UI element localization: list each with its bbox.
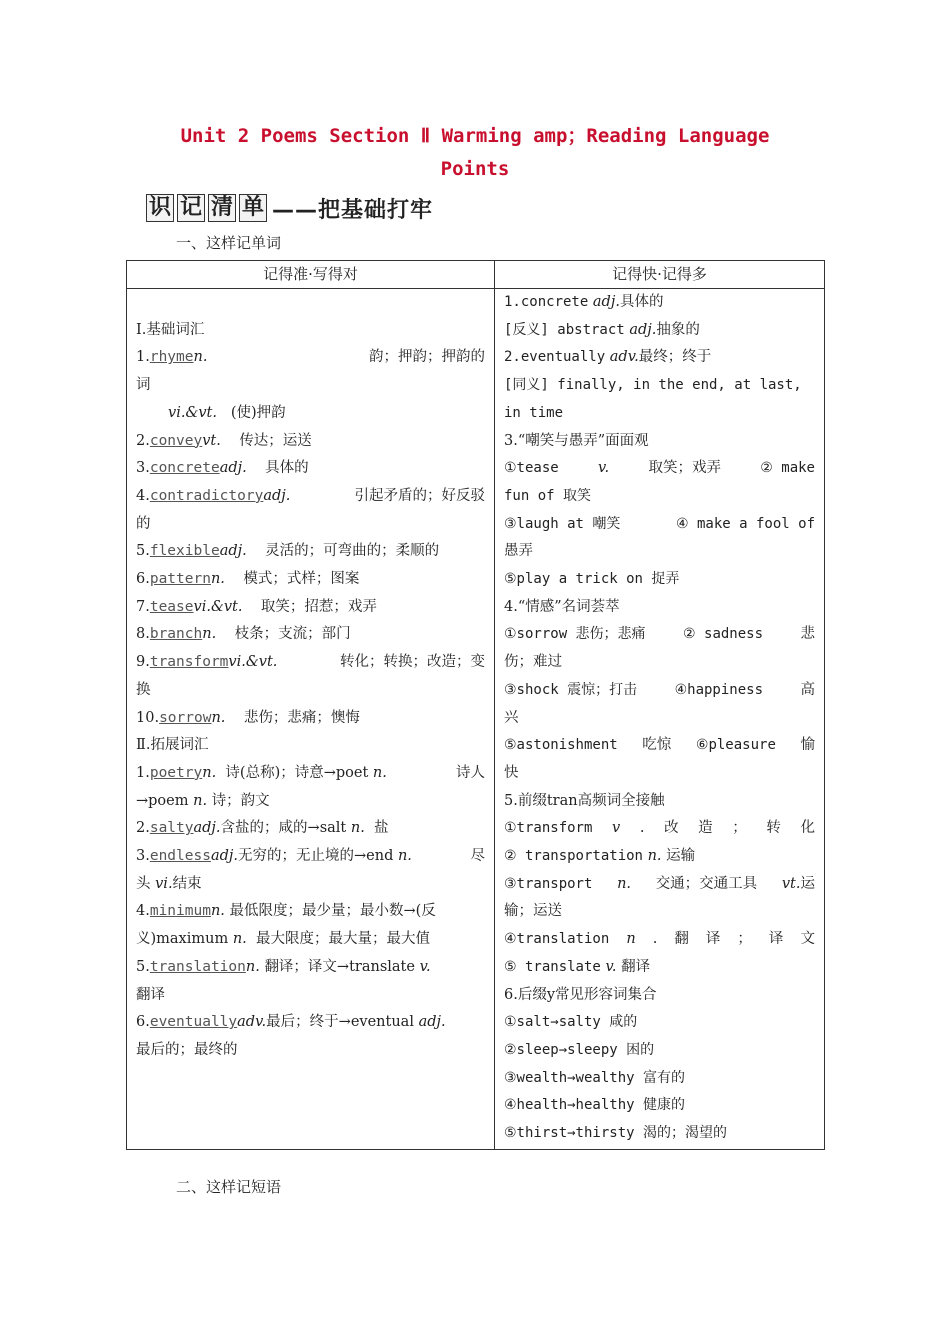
tip-line: ② transportation n. 运输 (504, 848, 696, 865)
tip-line: ③shock 震惊；打击 ④happiness 高 (504, 681, 815, 698)
tip-heading: 5.前缀tran高频词全接触 (504, 792, 665, 809)
tip-line: 2.eventually adv.最终；终于 (504, 349, 712, 366)
word-entry: 5.translationn. 翻译；译文→translate v. (136, 958, 431, 975)
tip-line: ⑤ translate v. 翻译 (504, 958, 651, 975)
right-column-header: 记得快·记得多 (495, 261, 825, 289)
tip-line: ③laugh at 嘲笑 ④ make a fool of (504, 515, 815, 532)
section-banner (146, 192, 433, 224)
tip-line: ⑤thirst→thirsty 渴的；渴望的 (504, 1125, 727, 1142)
tip-heading: 3.“嘲笑与愚弄”面面观 (504, 432, 649, 449)
tip-line: ①tease v. 取笑；戏弄 ② make (504, 460, 815, 477)
tip-line: fun of 取笑 (504, 487, 592, 504)
tip-heading: 4.“情感”名词荟萃 (504, 598, 620, 615)
tip-line: 快 (504, 764, 519, 781)
tip-line: 伤；难过 (504, 654, 562, 671)
banner-char: 清 (208, 194, 236, 222)
word-entry: 2.conveyvt. 传达；运送 (136, 432, 312, 449)
section-heading-words: 一、这样记单词 (176, 234, 282, 252)
tip-line: ⑤astonishment 吃惊 ⑥pleasure 愉 (504, 737, 815, 754)
section-heading-phrases: 二、这样记短语 (176, 1178, 282, 1196)
banner-char: 识 (146, 194, 174, 222)
banner-char: 记 (177, 194, 205, 222)
word-entry: 8.branchn. 枝条；支流；部门 (136, 626, 351, 643)
vocab-table (126, 260, 825, 1150)
word-entry: 6.eventuallyadv.最后；终于→eventual adj. (136, 1014, 446, 1031)
tip-line: in time (504, 404, 564, 421)
word-entry: 4.contradictoryadj. 引起矛盾的；好反驳 (136, 487, 485, 504)
word-entry: 4.minimumn. 最低限度；最少量；最小数→(反 (136, 903, 436, 920)
basic-vocab-heading: Ⅰ.基础词汇 (136, 321, 205, 338)
tip-line: 1.concrete adj.具体的 (504, 294, 664, 310)
tip-line: 输；运送 (504, 903, 562, 920)
word-entry: 2.saltyadj.含盐的；咸的→salt n. 盐 (136, 820, 389, 837)
tip-line: ④translation n . 翻 译 ； 译 文 (504, 931, 815, 948)
word-entry: 1.rhymen. 韵；押韵；押韵的 (136, 349, 485, 366)
page-title: Unit 2 Poems Section Ⅱ Warming amp；Reading Language Points (180, 125, 770, 180)
tip-line: ②sleep→sleepy 困的 (504, 1041, 655, 1058)
extended-vocab-heading: Ⅱ.拓展词汇 (136, 737, 209, 754)
word-entry: 10.sorrown. 悲伤；悲痛；懊悔 (136, 709, 360, 726)
word-entry: 6.patternn. 模式；式样；图案 (136, 571, 360, 588)
word-entry: 7.teasevi.&vt. 取笑；招惹；戏弄 (136, 598, 377, 615)
tip-line: ③wealth→wealthy 富有的 (504, 1069, 685, 1086)
tip-line: ③transport n. 交通；交通工具 vt.运 (504, 875, 815, 892)
word-entry: 9.transformvi.&vt. 转化；转换；改造；变 (136, 654, 485, 671)
tip-line: 愚弄 (504, 543, 533, 560)
word-entry: 1.poetryn. 诗(总称)；诗意→poet n. 诗人 (136, 764, 485, 781)
tip-line: ④health→healthy 健康的 (504, 1097, 685, 1114)
word-entry: 5.flexibleadj. 灵活的；可弯曲的；柔顺的 (136, 543, 440, 560)
tip-line: ⑤play a trick on 捉弄 (504, 571, 680, 588)
right-column (495, 289, 825, 1150)
banner-subtitle: ——把基础打牢 (272, 197, 434, 223)
tip-line: ①transform v . 改 造 ； 转 化 (504, 820, 815, 837)
word-entry: 3.concreteadj. 具体的 (136, 460, 309, 477)
tip-line: ①salt→salty 咸的 (504, 1014, 638, 1031)
tip-line: [同义] finally, in the end, at last, (504, 377, 802, 394)
left-column-header: 记得准·写得对 (127, 261, 495, 289)
tip-line: ①sorrow 悲伤；悲痛 ② sadness 悲 (504, 626, 815, 643)
tip-line: 兴 (504, 709, 519, 726)
banner-char: 单 (239, 194, 267, 222)
left-column: Ⅰ.基础词汇 1.rhymen. 韵；押韵；押韵的 词 vi.&vt. (使)押韵 2.conveyvt. 传达；运送 3.concreteadj. 具体的 4.contradictoryadj. 引起矛盾的；好反驳 的 5.flexibleadj. 灵活的；可弯曲的；柔顺的 6.patternn. 模式；式样；图案 7.teasevi.&vt. 取笑；招惹；戏弄 8.branchn. 枝条；支流；部门 9.transformvi.&vt. 转化；转换；改造；变 换 10.sorrown. 悲伤；悲痛；懊悔 Ⅱ.拓展词汇 1.poetryn. 诗(总称)；诗意→poet n. 诗人 →poem n. 诗；韵文 2.saltyadj.含盐的；咸的→salt n. 盐 3.endlessadj.无穷的；无止境的→end n. 尽 头 vi.结束 4.minimumn. 最低限度；最少量；最小数→(反 义)maximum n. 最大限度；最大量；最大值 5.translationn. 翻译；译文→translate v. 翻译 6.eventuallyadv.最后；终于→eventual adj. 最后的；最终的 (127, 289, 495, 1150)
tip-heading: 6.后缀y常见形容词集合 (504, 986, 657, 1003)
tip-line: [反义] abstract adj.抽象的 (504, 321, 700, 338)
word-entry: 3.endlessadj.无穷的；无止境的→end n. 尽 (136, 848, 485, 865)
